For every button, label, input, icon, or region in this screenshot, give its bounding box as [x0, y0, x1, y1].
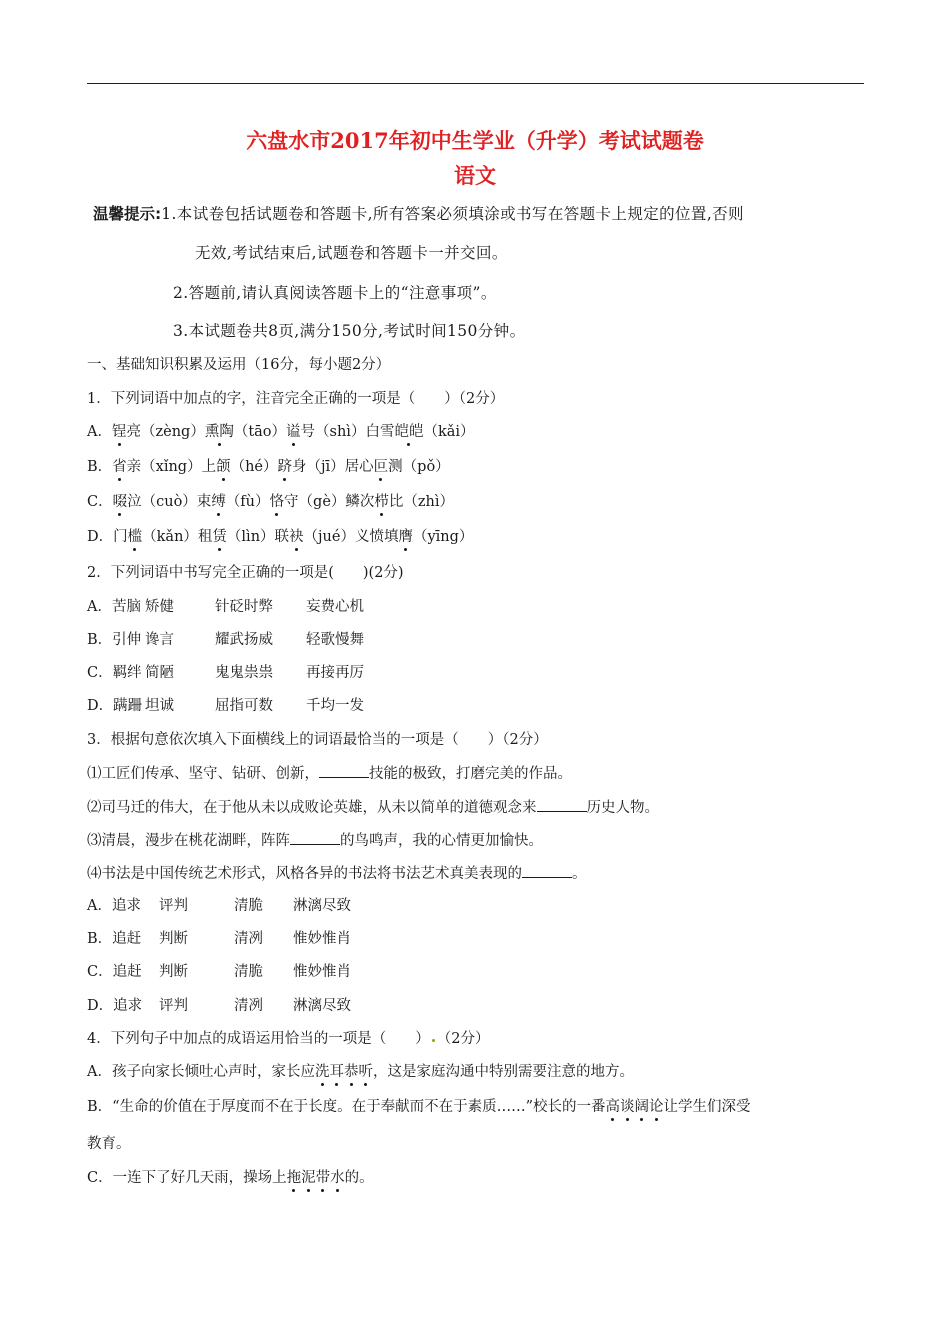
dotted-char: 谥: [286, 424, 301, 440]
dotted-char: 阔: [634, 1099, 649, 1115]
dotted-char: 洗: [314, 1064, 330, 1080]
q2-option-b: B．引伸 谗言 耀武扬威 轻歌慢舞: [87, 632, 364, 648]
notice-line-1b: 无效,考试结束后,试题卷和答题卡一并交回。: [195, 244, 508, 262]
section-1-title: 一、基础知识积累及运用（16分，每小题2分）: [87, 357, 391, 373]
q1-stem: 1．下列词语中加点的字，注音完全正确的一项是（ ）（2分）: [87, 391, 505, 407]
dotted-char: 叵: [373, 459, 389, 475]
q3-option-c: C．追赶 判断 清脆 惟妙惟肖: [87, 964, 351, 980]
fill-blank: [522, 865, 572, 878]
notice-line-1: 温馨提示:1.本试卷包括试题卷和答题卡,所有答案必须填涂或书写在答题卡上规定的位置,否则: [93, 205, 744, 223]
dotted-char: 拖: [286, 1170, 302, 1186]
q1-option-a: A．锃亮（zèng）熏陶（tāo）谥号（shì）白雪皑皑（kǎi）: [87, 424, 475, 440]
dotted-char: 熏陶: [204, 424, 234, 440]
exam-title: 六盘水市2017年初中生学业（升学）考试试题卷: [246, 128, 704, 153]
dotted-char: 槛: [127, 529, 143, 545]
q3-sentence-3: ⑶清晨，漫步在桃花湖畔，阵阵 的鸟鸣声，我的心情更加愉快。: [87, 833, 543, 849]
top-rule: [87, 83, 864, 84]
dotted-char: 论: [648, 1099, 664, 1115]
q4-option-c: C．一连下了好几天雨，操场上拖泥带水的。: [87, 1170, 374, 1186]
dotted-char: 带: [315, 1170, 331, 1186]
notice-line-3: 3.本试题卷共8页,满分150分,考试时间150分钟。: [173, 322, 526, 340]
q3-option-d: D．追求 评判 清冽 淋漓尽致: [87, 998, 351, 1014]
exam-subject: 语文: [454, 163, 496, 188]
notice-label: 温馨提示:: [93, 205, 162, 223]
notice-line-2: 2.答题前,请认真阅读答题卡上的“注意事项”。: [173, 284, 497, 302]
q2-stem: 2．下列词语中书写完全正确的一项是( )(2分): [87, 565, 404, 581]
dotted-char: 水: [330, 1170, 345, 1186]
dotted-char: 谈: [619, 1099, 635, 1115]
dotted-idiom: [287, 1170, 345, 1186]
q4-option-b: B．“生命的价值在于厚度而不在于长度。在于奉献而不在于素质……”校长的一番高谈阔论让学生们深受: [87, 1099, 751, 1115]
fill-blank: [290, 832, 340, 845]
dotted-idiom: [315, 1064, 373, 1080]
dotted-char: 啜: [112, 494, 128, 510]
q3-sentence-2: ⑵司马迁的伟大，在于他从未以成败论英雄，从未以简单的道德观念来 历史人物。: [87, 800, 659, 816]
dotted-char: 赁: [212, 529, 227, 545]
q3-option-a: A．追求 评判 清脆 淋漓尽致: [87, 898, 351, 914]
q2-option-c: C．羁绊 简陋 鬼鬼祟祟 再接再厉: [87, 665, 364, 681]
dotted-char: 恭: [343, 1064, 359, 1080]
q1-option-d: D．门槛（kǎn）租赁（lìn）联袂（jué）义愤填膺（yīng）: [87, 529, 474, 545]
q2-option-d: D．蹒跚 坦诚 屈指可数 千均一发: [87, 698, 364, 714]
dotted-char: 缚: [211, 494, 226, 510]
dotted-char: 袂: [289, 529, 304, 545]
dotted-char: 听: [358, 1064, 373, 1080]
q3-sentence-4: ⑷书法是中国传统艺术形式，风格各异的书法将书法艺术真美表现的 。: [87, 866, 587, 882]
stray-dot: [432, 1039, 435, 1042]
fill-blank: [319, 765, 369, 778]
dotted-char: 膺: [398, 529, 413, 545]
q3-sentence-1: ⑴工匠们传承、坚守、钻研、创新， 技能的极致，打磨完美的作品。: [87, 766, 572, 782]
dotted-char: 颌: [216, 459, 231, 475]
dotted-char: 高: [605, 1099, 620, 1115]
q1-option-b: B．省亲（xǐng）上颌（hé）跻身（jī）居心叵测（pǒ）: [87, 459, 450, 475]
dotted-char: 栉: [374, 494, 389, 510]
dotted-idiom: [605, 1099, 663, 1115]
q4-stem: 4．下列句子中加点的成语运用恰当的一项是（ ） （2分）: [87, 1031, 490, 1047]
dotted-char: 恪: [269, 494, 285, 510]
dotted-char: 泥: [301, 1170, 316, 1186]
dotted-char: 耳: [329, 1064, 344, 1080]
q3-option-b: B．追赶 判断 清冽 惟妙惟肖: [87, 931, 351, 947]
q4-option-a: A．孩子向家长倾吐心声时，家长应洗耳恭听，这是家庭沟通中特别需要注意的地方。: [87, 1064, 634, 1080]
q3-stem: 3．根据句意依次填入下面横线上的词语最恰当的一项是（ ）（2分）: [87, 732, 548, 748]
dotted-char: 锃: [111, 424, 127, 440]
q4-option-b-cont: 教育。: [87, 1136, 131, 1152]
q1-option-c: C．啜泣（cuò）束缚（fù）恪守（gè）鳞次栉比（zhì）: [87, 494, 455, 510]
dotted-char: 省: [112, 459, 127, 475]
dotted-char: 皑皑: [394, 424, 424, 440]
q2-option-a: A．苦脑 矫健 针砭时弊 妄费心机: [87, 599, 364, 615]
fill-blank: [537, 799, 587, 812]
dotted-char: 跻: [277, 459, 293, 475]
